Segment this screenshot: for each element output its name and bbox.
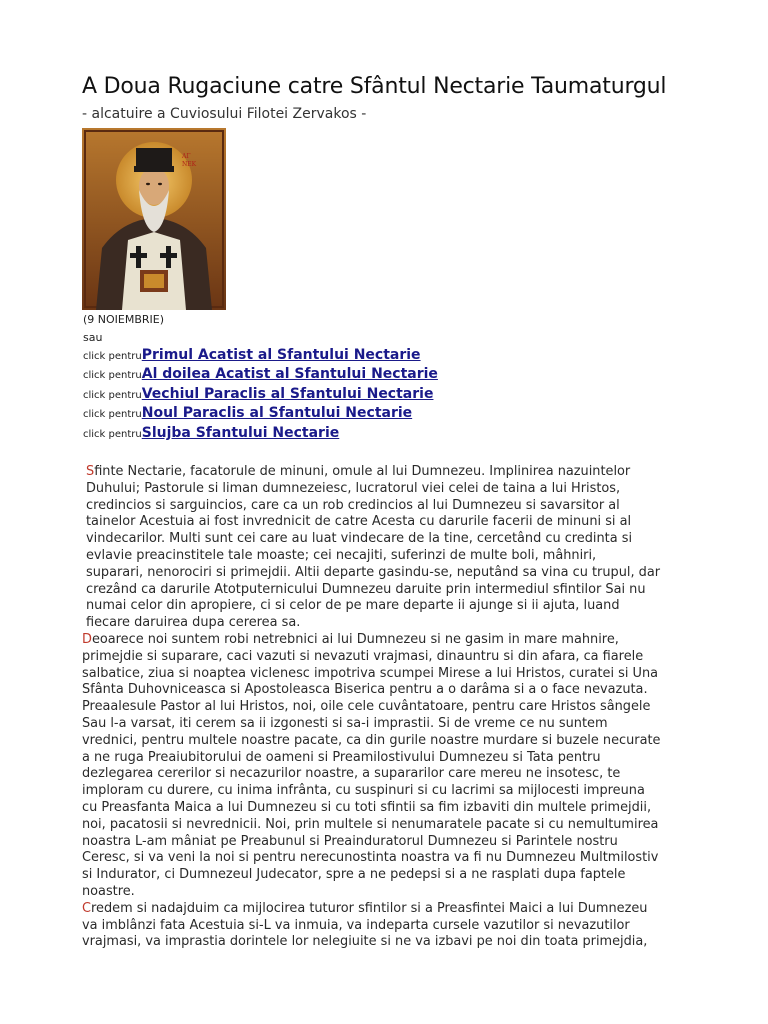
feast-date: (9 NOIEMBRIE) [83,313,165,326]
page-title: A Doua Rugaciune catre Sfântul Nectarie Taumaturgul [82,74,667,99]
drop-initial: S [86,464,95,479]
paragraph-text: eoarece noi suntem robi netrebnici ai lui Dumnezeu si ne gasim in mare mahnire, primejdie si suparare, caci vazuti si nevazuti vrajmasi, dinauntru si din afara, ca fiarele salbatice, ziua si noaptea viclenesc impotriva scumpei Mirese a lui Hristos, curatei si Una Sfânta Duhovniceasca si Apostoleasca Biserica pentru a o darâma si a o face nevazuta. Preaalesule Pastor al lui Hristos, noi, oile cele cuvântatoare, pentru care Hristos sângele Sau l-a varsat, iti cerem sa ii izgonesti si sa-i imprastii. Si de vreme ce nu suntem vrednici, pentru multele noastre pacate, ca din gurile noastre murdare si buzele necurate a ne ruga Preaiubitorului de oameni si Preamilostivului Dumnezeu si Tata pentru dezlegarea cererilor si necazurilor noastre, a supararilor care mereu ne insotesc, te imploram cu durere, cu inima infrânta, cu suspinuri si cu lacrimi sa mijlocesti impreuna cu Preasfanta Maica a lui Dumnezeu si cu toti sfintii sa fim izbaviti din multele primejdii, noi, pacatosii si nevrednicii. Noi, prin multele si nenumaratele pacate si cu nemultumirea noastra L-am mâniat pe Preabunul si Preainduratorul Dumnezeu si Parintele nostru Ceresc, si va veni la noi si pentru nerecunostinta noastra va fi nu Dumnezeu Multmilostiv si Indurator, ci Dumnezeul Judecator, spre a ne pedepsi si a ne rasplati dupa faptele noastre. [82,631,661,899]
link-row-noul-paraclis [83,402,438,421]
related-links-list [83,344,438,441]
link-row-primul-acatist [83,344,438,363]
link-row-al-doilea-acatist [83,363,438,382]
link-prefix: click pentru [83,409,142,421]
page-subtitle: - alcatuire a Cuviosului Filotei Zervakos - [82,106,367,122]
link-noul-paraclis[interactable]: Noul Paraclis al Sfantului Nectarie [141,405,413,422]
link-al-doilea-acatist[interactable]: Al doilea Acatist al Sfantului Nectarie [141,366,438,383]
link-prefix: click pentru [83,351,142,362]
paragraph-text: redem si nadajduim ca mijlocirea tuturor sfintilor si a Preasfintei Maici a lui Dumnezeu va imblânzi fata Acestuia si-L va inmuia, va indeparta cursele vazutilor si nevazutilor vrajmasi, va imprastia dorintele lor nelegiuite si ne va izbavi pe noi din toata primejdia, [82,900,648,950]
prayer-text [82,464,702,951]
link-prefix: click pentru [83,389,142,401]
svg-text:ΝΕΚ: ΝΕΚ [182,161,197,168]
link-row-vechiul-paraclis [83,383,438,402]
prayer-paragraph [82,901,702,951]
prayer-paragraph [82,632,702,901]
prayer-paragraph [82,464,702,632]
link-vechiul-paraclis[interactable]: Vechiul Paraclis al Sfantului Nectarie [141,385,434,402]
link-slujba[interactable]: Slujba Sfantului Nectarie [141,424,340,441]
link-prefix: click pentru [83,428,142,440]
paragraph-text: finte Nectarie, facatorule de minuni, omule al lui Dumnezeu. Implinirea nazuintelor Duhului; Pastorule si liman dumnezeiesc, lucratorul viei celei de taina a lui Hristos, credincios si sarguincios, care ca un rob credincios al lui Dumnezeu si savarsitor al tainelor Acestuia ai fost invrednicit de catre Acesta cu darurile facerii de minuni si al vindecarilor. Multi sunt cei care au luat vindecare de la tine, cercetând cu credinta si evlavie preacinstitele tale moaste; cei necajiti, suferinzi de multe boli, mâhniri, suparari, nenorociri si primejdii. Altii departe gasindu-se, neputând sa vina cu trupul, dar crezând ca darurile Atotputernicului Dumnezeu daruite prin intermediul sfintilor Sai nu numai celor din apropiere, ci si celor de pe mare departe ii ajunge si ii ajuta, luand fiecare daruirea dupa cererea sa. [86,464,661,631]
or-label: sau [83,331,103,344]
svg-text:ΑΓ: ΑΓ [182,153,191,160]
link-prefix: click pentru [83,370,142,382]
drop-initial: D [82,631,92,647]
drop-initial: C [82,900,92,916]
saint-icon-image [82,128,226,310]
link-primul-acatist[interactable]: Primul Acatist al Sfantului Nectarie [141,347,421,363]
link-row-slujba [83,422,438,441]
